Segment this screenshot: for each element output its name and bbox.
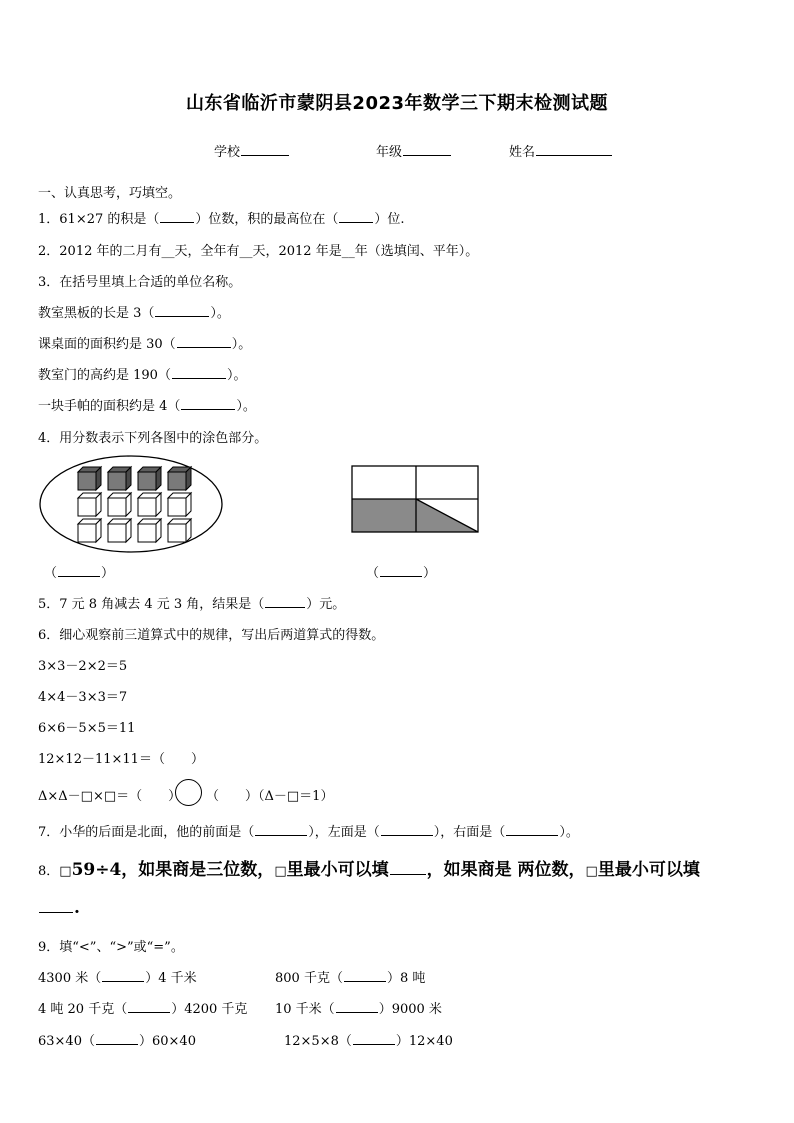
question-6-expr-1: 3×3－2×2＝5	[38, 659, 128, 674]
question-3-line-1: 教室黑板的长是 3（ ）。	[38, 306, 230, 321]
cube	[78, 493, 101, 516]
q9-row3-left: 63×40（ ）60×40	[38, 1034, 196, 1049]
question-5: 5．7 元 8 角减去 4 元 3 角，结果是（ ）元。	[38, 597, 346, 612]
question-3-line-3: 教室门的高约是 190（ ）。	[38, 368, 247, 383]
question-4-answer-right[interactable]: （ ）	[366, 566, 437, 581]
question-6-expr-5b: （ ）（Δ－□＝1）	[206, 789, 334, 804]
cube	[78, 519, 101, 542]
shaded-half-rect	[352, 499, 416, 532]
name-field[interactable]	[509, 141, 613, 160]
question-1: 1．61×27 的积是（ ）位数，积的最高位在（ ）位.	[38, 212, 405, 227]
question-6-expr-3: 6×6－5×5＝11	[38, 721, 136, 736]
question-9-stem: 9．填“<”、“>”或“=”。	[38, 940, 184, 955]
question-7: 7．小华的后面是北面，他的前面是（ ），左面是（ ），右面是（ ）。	[38, 825, 579, 840]
shaded-cube	[168, 467, 191, 490]
name-label: 姓名	[509, 145, 536, 160]
answer-circle[interactable]	[175, 779, 202, 806]
cube	[168, 519, 191, 542]
question-6-expr-4: 12×12－11×11＝（ ）	[38, 752, 204, 767]
page-title: 山东省临沂市蒙阴县2023年数学三下期末检测试题	[185, 93, 609, 114]
question-6-expr-5a: Δ×Δ－□×□＝（ ）	[38, 789, 182, 804]
cube	[108, 519, 131, 542]
shaded-cube	[108, 467, 131, 490]
cube	[138, 519, 161, 542]
q9-row2-left: 4 吨 20 千克（ ）4200 千克	[38, 1002, 248, 1017]
cube-ellipse-figure	[38, 452, 228, 556]
question-3-line-2: 课桌面的面积约是 30（ ）。	[38, 337, 252, 352]
question-3-line-4: 一块手帕的面积约是 4（ ）。	[38, 399, 256, 414]
section-heading: 一、认真思考，巧填空。	[38, 186, 182, 201]
rectangle-figure	[351, 465, 481, 533]
q9-row1-right: 800 千克（ ）8 吨	[275, 971, 426, 986]
q9-row1-left: 4300 米（ ）4 千米	[38, 971, 197, 986]
q9-row3-right: 12×5×8（ ）12×40	[284, 1034, 453, 1049]
grade-label: 年级	[376, 145, 403, 160]
question-4-answer-left[interactable]: （ ）	[44, 566, 115, 581]
question-6-stem: 6．细心观察前三道算式中的规律，写出后两道算式的得数。	[38, 628, 385, 643]
question-6-expr-2: 4×4－3×3＝7	[38, 690, 128, 705]
shaded-cube	[78, 467, 101, 490]
shaded-cube	[138, 467, 161, 490]
grade-field[interactable]	[376, 141, 452, 160]
school-field[interactable]	[214, 141, 290, 160]
question-2: 2．2012 年的二月有__天，全年有__天，2012 年是__年（选填闰、平年）。	[38, 244, 479, 259]
cube	[138, 493, 161, 516]
question-8-continued: .	[38, 898, 80, 918]
cube	[108, 493, 131, 516]
school-label: 学校	[214, 145, 241, 160]
question-8: 8．□59÷4，如果商是三位数，□里最小可以填 ，如果商是 两位数，□里最小可以填	[38, 860, 700, 880]
question-3-stem: 3．在括号里填上合适的单位名称。	[38, 275, 242, 290]
q9-row2-right: 10 千米（ ）9000 米	[275, 1002, 442, 1017]
question-4-stem: 4．用分数表示下列各图中的涂色部分。	[38, 431, 268, 446]
cube	[168, 493, 191, 516]
